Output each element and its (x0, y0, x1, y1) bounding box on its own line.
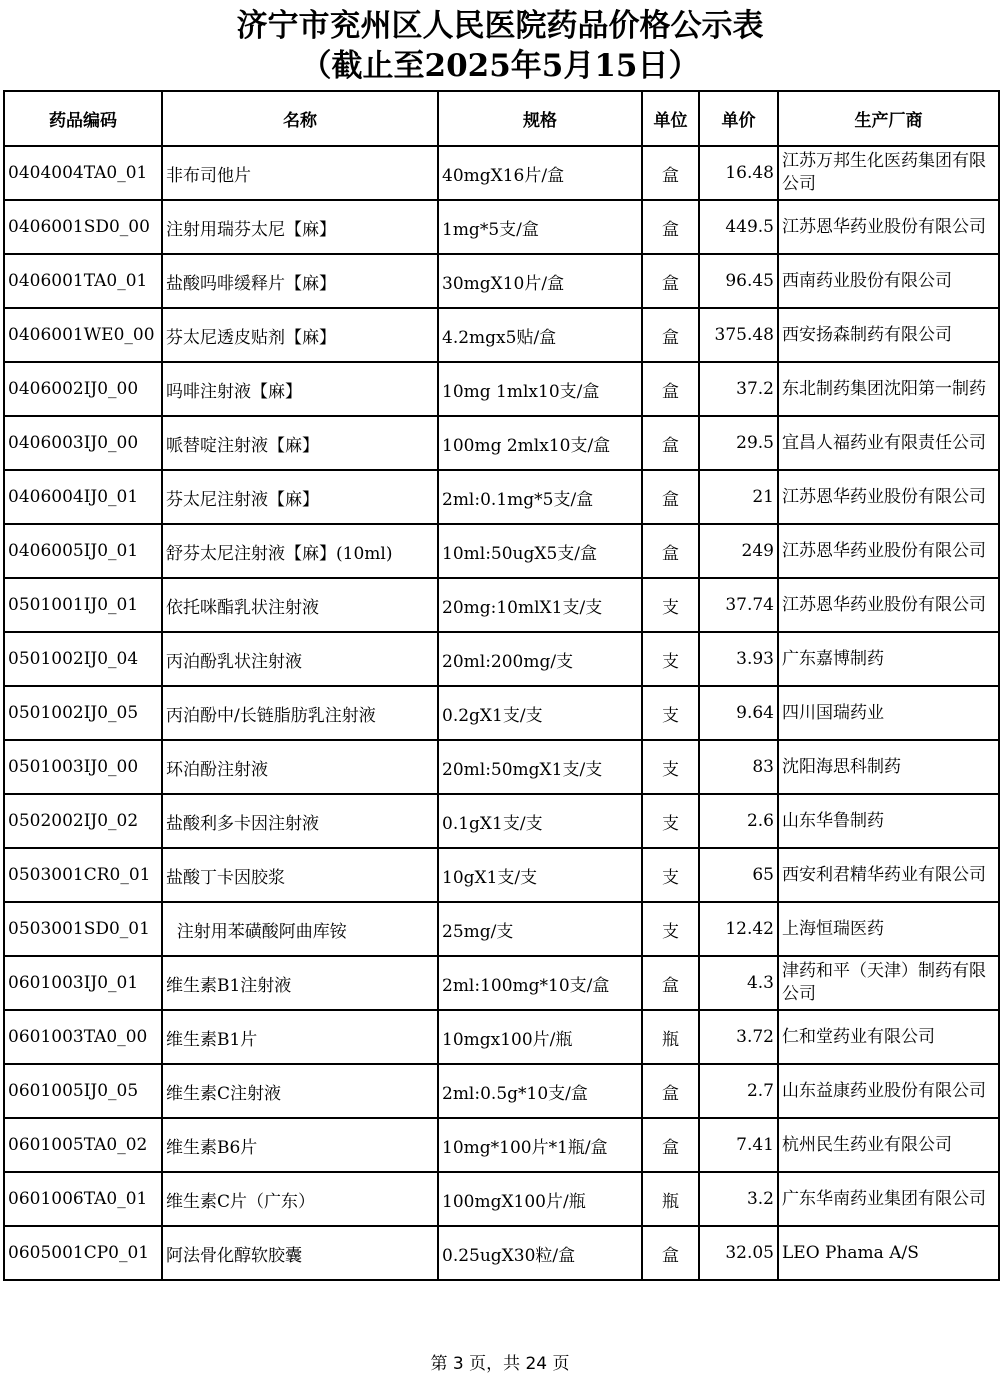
table-row (4, 1064, 999, 1118)
cell-price: 3.72 (699, 1010, 778, 1064)
cell-spec: 0.2gX1支/支 (438, 686, 642, 740)
cell-manufacturer: 江苏恩华药业股份有限公司 (778, 578, 999, 632)
cell-manufacturer: 广东嘉博制药 (778, 632, 999, 686)
header-code: 药品编码 (4, 91, 162, 146)
cell-spec: 0.25ugX30粒/盒 (438, 1226, 642, 1280)
table-row (4, 524, 999, 578)
cell-spec: 20ml:50mgX1支/支 (438, 740, 642, 794)
cell-spec: 10gX1支/支 (438, 848, 642, 902)
table-row (4, 308, 999, 362)
table-row (4, 362, 999, 416)
cell-price: 16.48 (699, 146, 778, 200)
cell-spec: 40mgX16片/盒 (438, 146, 642, 200)
cell-spec: 1mg*5支/盒 (438, 200, 642, 254)
cell-name: 吗啡注射液【麻】 (162, 362, 438, 416)
cell-unit: 支 (642, 794, 699, 848)
cell-code: 0601003IJ0_01 (4, 956, 162, 1010)
cell-unit: 盒 (642, 524, 699, 578)
cell-spec: 2ml:100mg*10支/盒 (438, 956, 642, 1010)
cell-spec: 30mgX10片/盒 (438, 254, 642, 308)
page-title: 济宁市兖州区人民医院药品价格公示表 (236, 8, 764, 44)
cell-name: 非布司他片 (162, 146, 438, 200)
table-row (4, 1118, 999, 1172)
cell-spec: 0.1gX1支/支 (438, 794, 642, 848)
header-unit: 单位 (642, 91, 699, 146)
cell-name: 盐酸吗啡缓释片【麻】 (162, 254, 438, 308)
cell-code: 0601006TA0_01 (4, 1172, 162, 1226)
cell-unit: 盒 (642, 200, 699, 254)
cell-manufacturer: 西南药业股份有限公司 (778, 254, 999, 308)
header-name: 名称 (162, 91, 438, 146)
cell-code: 0406003IJ0_00 (4, 416, 162, 470)
cell-manufacturer: 四川国瑞药业 (778, 686, 999, 740)
cell-name: 丙泊酚中/长链脂肪乳注射液 (162, 686, 438, 740)
cell-unit: 盒 (642, 146, 699, 200)
cell-spec: 25mg/支 (438, 902, 642, 956)
cell-unit: 盒 (642, 1118, 699, 1172)
cell-code: 0501001IJ0_01 (4, 578, 162, 632)
page-subtitle-date: （截止至2025年5月15日） (300, 48, 700, 84)
table-row (4, 902, 999, 956)
cell-unit: 支 (642, 902, 699, 956)
cell-manufacturer: 西安扬森制药有限公司 (778, 308, 999, 362)
cell-price: 96.45 (699, 254, 778, 308)
cell-spec: 2ml:0.1mg*5支/盒 (438, 470, 642, 524)
cell-code: 0406001WE0_00 (4, 308, 162, 362)
cell-unit: 瓶 (642, 1172, 699, 1226)
cell-code: 0406001TA0_01 (4, 254, 162, 308)
cell-spec: 2ml:0.5g*10支/盒 (438, 1064, 642, 1118)
cell-price: 83 (699, 740, 778, 794)
cell-manufacturer: 沈阳海思科制药 (778, 740, 999, 794)
table-row (4, 1226, 999, 1280)
cell-manufacturer: LEO Phama A/S (778, 1226, 999, 1280)
cell-unit: 支 (642, 686, 699, 740)
table-row (4, 686, 999, 740)
cell-code: 0503001SD0_01 (4, 902, 162, 956)
cell-unit: 盒 (642, 254, 699, 308)
cell-price: 449.5 (699, 200, 778, 254)
cell-manufacturer: 仁和堂药业有限公司 (778, 1010, 999, 1064)
cell-name: 注射用苯磺酸阿曲库铵 (162, 902, 438, 956)
cell-manufacturer: 西安利君精华药业有限公司 (778, 848, 999, 902)
cell-name: 维生素C片（广东） (162, 1172, 438, 1226)
cell-unit: 盒 (642, 470, 699, 524)
cell-price: 37.2 (699, 362, 778, 416)
table-row (4, 254, 999, 308)
cell-manufacturer: 山东益康药业股份有限公司 (778, 1064, 999, 1118)
cell-manufacturer: 江苏恩华药业股份有限公司 (778, 470, 999, 524)
cell-spec: 10mg*100片*1瓶/盒 (438, 1118, 642, 1172)
table-row (4, 1172, 999, 1226)
cell-spec: 10mgx100片/瓶 (438, 1010, 642, 1064)
table-header-row (4, 91, 999, 146)
cell-unit: 盒 (642, 362, 699, 416)
table-row (4, 200, 999, 254)
cell-code: 0406004IJ0_01 (4, 470, 162, 524)
cell-price: 2.7 (699, 1064, 778, 1118)
table-row (4, 1010, 999, 1064)
cell-name: 维生素B1片 (162, 1010, 438, 1064)
cell-name: 环泊酚注射液 (162, 740, 438, 794)
cell-name: 舒芬太尼注射液【麻】(10ml) (162, 524, 438, 578)
header-price: 单价 (699, 91, 778, 146)
cell-code: 0406002IJ0_00 (4, 362, 162, 416)
cell-name: 盐酸丁卡因胶浆 (162, 848, 438, 902)
cell-name: 芬太尼透皮贴剂【麻】 (162, 308, 438, 362)
cell-price: 9.64 (699, 686, 778, 740)
cell-price: 65 (699, 848, 778, 902)
cell-unit: 支 (642, 632, 699, 686)
cell-manufacturer: 山东华鲁制药 (778, 794, 999, 848)
cell-price: 3.2 (699, 1172, 778, 1226)
cell-code: 0501002IJ0_04 (4, 632, 162, 686)
page-footer: 第 3 页，共 24 页 (430, 1354, 570, 1374)
cell-price: 3.93 (699, 632, 778, 686)
cell-code: 0404004TA0_01 (4, 146, 162, 200)
cell-unit: 盒 (642, 1064, 699, 1118)
table-row (4, 794, 999, 848)
table-row (4, 578, 999, 632)
table-row (4, 848, 999, 902)
cell-price: 4.3 (699, 956, 778, 1010)
cell-manufacturer: 江苏万邦生化医药集团有限公司 (778, 146, 999, 200)
cell-name: 芬太尼注射液【麻】 (162, 470, 438, 524)
cell-manufacturer: 东北制药集团沈阳第一制药 (778, 362, 999, 416)
cell-price: 375.48 (699, 308, 778, 362)
cell-unit: 支 (642, 578, 699, 632)
cell-price: 7.41 (699, 1118, 778, 1172)
cell-manufacturer: 上海恒瑞医药 (778, 902, 999, 956)
cell-name: 丙泊酚乳状注射液 (162, 632, 438, 686)
cell-name: 哌替啶注射液【麻】 (162, 416, 438, 470)
cell-name: 盐酸利多卡因注射液 (162, 794, 438, 848)
cell-manufacturer: 宜昌人福药业有限责任公司 (778, 416, 999, 470)
cell-price: 29.5 (699, 416, 778, 470)
cell-spec: 20mg:10mlX1支/支 (438, 578, 642, 632)
cell-name: 维生素B6片 (162, 1118, 438, 1172)
cell-code: 0501003IJ0_00 (4, 740, 162, 794)
cell-spec: 10mg 1mlx10支/盒 (438, 362, 642, 416)
cell-code: 0601003TA0_00 (4, 1010, 162, 1064)
cell-manufacturer: 杭州民生药业有限公司 (778, 1118, 999, 1172)
cell-price: 249 (699, 524, 778, 578)
table-row (4, 956, 999, 1010)
cell-code: 0605001CP0_01 (4, 1226, 162, 1280)
cell-price: 37.74 (699, 578, 778, 632)
cell-name: 依托咪酯乳状注射液 (162, 578, 438, 632)
cell-code: 0406001SD0_00 (4, 200, 162, 254)
table-row (4, 146, 999, 200)
cell-spec: 100mgX100片/瓶 (438, 1172, 642, 1226)
table-row (4, 632, 999, 686)
table-row (4, 416, 999, 470)
cell-price: 21 (699, 470, 778, 524)
drug-price-table (3, 90, 1000, 1281)
cell-manufacturer: 广东华南药业集团有限公司 (778, 1172, 999, 1226)
cell-manufacturer: 江苏恩华药业股份有限公司 (778, 200, 999, 254)
cell-code: 0502002IJ0_02 (4, 794, 162, 848)
cell-unit: 盒 (642, 416, 699, 470)
cell-spec: 4.2mgx5贴/盒 (438, 308, 642, 362)
cell-spec: 10ml:50ugX5支/盒 (438, 524, 642, 578)
cell-spec: 100mg 2mlx10支/盒 (438, 416, 642, 470)
cell-code: 0406005IJ0_01 (4, 524, 162, 578)
cell-unit: 瓶 (642, 1010, 699, 1064)
cell-manufacturer: 江苏恩华药业股份有限公司 (778, 524, 999, 578)
cell-unit: 盒 (642, 956, 699, 1010)
cell-name: 阿法骨化醇软胶囊 (162, 1226, 438, 1280)
cell-price: 2.6 (699, 794, 778, 848)
cell-unit: 支 (642, 740, 699, 794)
cell-price: 32.05 (699, 1226, 778, 1280)
table-row (4, 740, 999, 794)
cell-unit: 盒 (642, 1226, 699, 1280)
header-manufacturer: 生产厂商 (778, 91, 999, 146)
cell-name: 维生素C注射液 (162, 1064, 438, 1118)
cell-code: 0503001CR0_01 (4, 848, 162, 902)
cell-code: 0601005TA0_02 (4, 1118, 162, 1172)
cell-code: 0501002IJ0_05 (4, 686, 162, 740)
cell-spec: 20ml:200mg/支 (438, 632, 642, 686)
header-spec: 规格 (438, 91, 642, 146)
table-row (4, 470, 999, 524)
cell-manufacturer: 津药和平（天津）制药有限公司 (778, 956, 999, 1010)
cell-unit: 盒 (642, 308, 699, 362)
cell-price: 12.42 (699, 902, 778, 956)
cell-code: 0601005IJ0_05 (4, 1064, 162, 1118)
cell-name: 维生素B1注射液 (162, 956, 438, 1010)
cell-unit: 支 (642, 848, 699, 902)
cell-name: 注射用瑞芬太尼【麻】 (162, 200, 438, 254)
